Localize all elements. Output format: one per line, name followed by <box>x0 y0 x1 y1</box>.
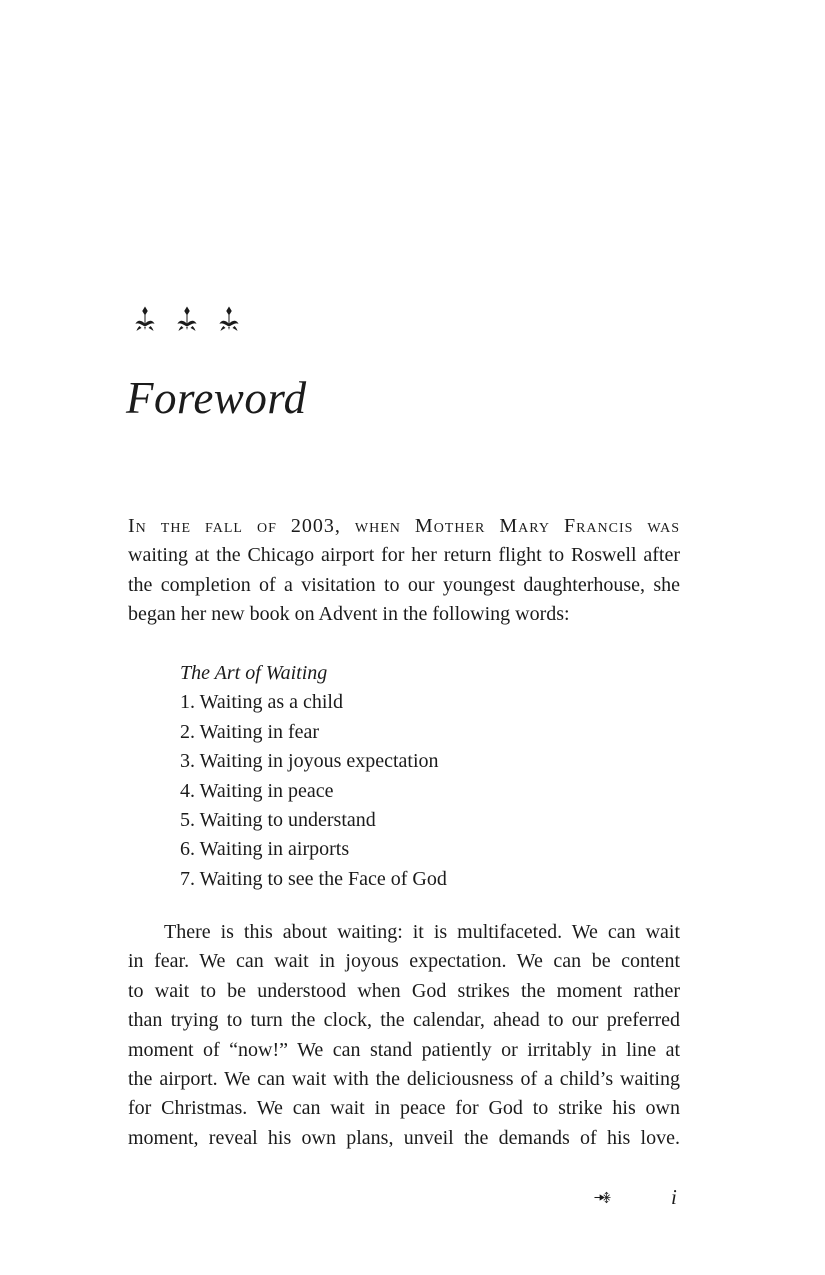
paragraph-line: the airport. We can wait with the deliciousness of a child’s waiting <box>128 1068 680 1091</box>
list-item: 3. Waiting in joyous expectation <box>180 750 439 773</box>
paragraph-line: for Christmas. We can wait in peace for God to strike his own <box>128 1097 680 1120</box>
paragraph-line: in fear. We can wait in joyous expectation. We can be content <box>128 950 680 973</box>
chapter-ornament-row <box>135 306 239 332</box>
list-item: 2. Waiting in fear <box>180 720 320 743</box>
opening-paragraph <box>128 512 680 630</box>
paragraph-line: to wait to be understood when God strikes the moment rather <box>128 979 680 1002</box>
page-number: i <box>671 1185 677 1209</box>
chapter-title: Foreword <box>126 373 307 423</box>
body-paragraph <box>128 918 680 1153</box>
page-footer <box>128 1183 680 1213</box>
fleuron-icon <box>177 306 197 332</box>
paragraph-line: moment, reveal his own plans, unveil the demands of his love. <box>128 1126 680 1149</box>
list-item: 7. Waiting to see the Face of God <box>180 867 447 890</box>
paragraph-line: the completion of a visitation to our youngest daughterhouse, she <box>128 573 680 596</box>
fleuron-icon <box>135 306 155 332</box>
list-title: The Art of Waiting <box>180 662 328 684</box>
list-item: 4. Waiting in peace <box>180 779 334 802</box>
arrow-snowflake-icon <box>594 1191 611 1204</box>
paragraph-line: than trying to turn the clock, the calendar, ahead to our preferred <box>128 1009 680 1032</box>
waiting-list <box>180 659 680 894</box>
list-item: 1. Waiting as a child <box>180 691 343 714</box>
list-item: 5. Waiting to understand <box>180 809 376 832</box>
paragraph-line: In the fall of 2003, when Mother Mary Francis was <box>128 515 680 537</box>
list-item: 6. Waiting in airports <box>180 838 350 861</box>
paragraph-line: waiting at the Chicago airport for her return flight to Roswell after <box>128 544 680 567</box>
paragraph-line: moment of “now!” We can stand patiently or irritably in line at <box>128 1038 680 1061</box>
paragraph-line: There is this about waiting: it is multifaceted. We can wait <box>164 921 680 943</box>
fleuron-icon <box>219 306 239 332</box>
paragraph-line: began her new book on Advent in the following words: <box>128 603 570 626</box>
